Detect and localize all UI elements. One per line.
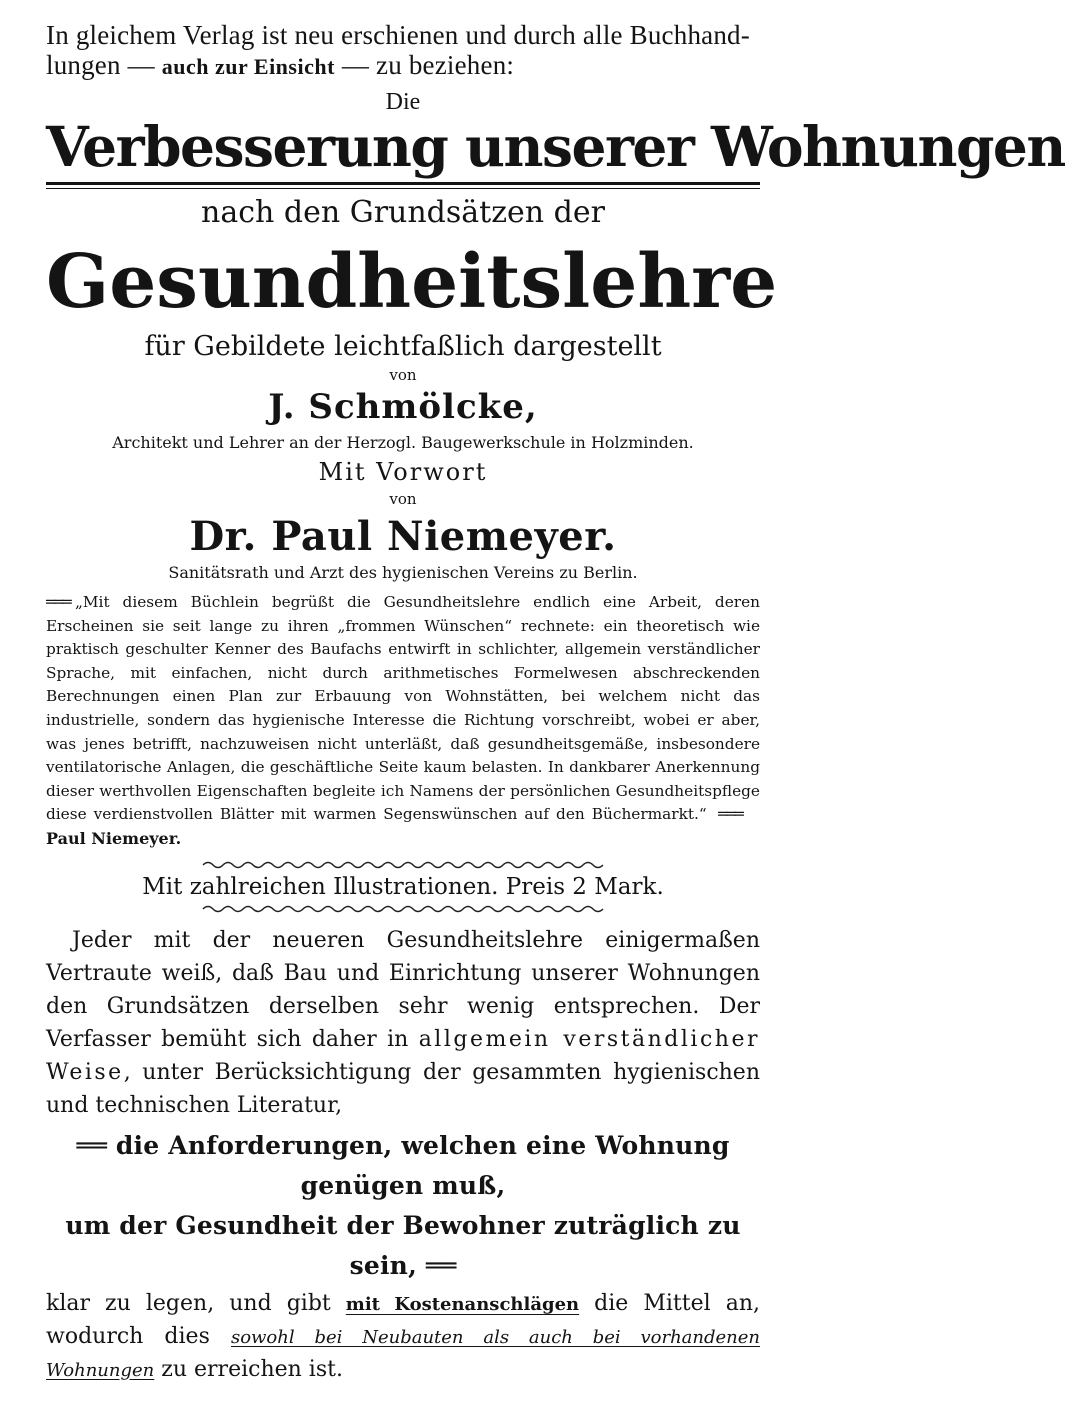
closing-part-e: zu erreichen ist. <box>154 1356 343 1382</box>
quote-lead-rule: ═══ <box>46 593 75 611</box>
wave-ornament-top <box>203 860 603 870</box>
quote-text: „Mit diesem Büchlein begrüßt die Gesundheitslehre endlich eine Arbeit, deren Erscheinen sie seit lange zu ihren „frommen Wünschen“ rechnete: ein theoretisch wie praktisch geschulter Kenner des Baufachs entwirft in schlichter, allgemein verständlicher Sprache, mit einfachen, nicht durch arithmetisches Formelwesen abschreckenden Berechnungen einen Plan zur Erbauung von Wohnstätten, bei welchem nicht das industrielle, sondern das hygienische Interesse die Richtung vorschreibt, wobei er aber, was jenes betrifft, nachzuweisen nicht unterläßt, daß gesundheitsgemäße, insbesondere ventilatorische Anlagen, die geschäftliche Seite kaum belasten. In dankbarer Anerkennung dieser werthvollen Eigenschaften begleite ich Namens der persönlichen Gesundheitspflege diese verdienstvollen Blätter mit warmen Segenswünschen auf den Büchermarkt.“ <box>46 593 760 824</box>
requirements-line-1: die Anforderungen, welchen eine Wohnung genügen muß, <box>115 1130 730 1200</box>
closing-paragraph <box>46 1288 760 1387</box>
quote-trail-rule: ═══ <box>713 805 760 824</box>
audience-line: für Gebildete leichtfaßlich dargestellt <box>144 331 662 362</box>
requirements-lead-rule: ══ <box>76 1130 116 1160</box>
closing-cost-estimates: mit Kostenanschlägen <box>345 1293 580 1315</box>
illustrations-price: Mit zahlreichen Illustrationen. Preis 2 Mark. <box>142 873 664 900</box>
description-part-a: Jeder mit der neueren Gesundheitslehre einigermaßen Vertraute weiß, daß Bau und Einrichtung unserer Wohnungen den Grundsätzen derselben sehr wenig entsprechen. Der Verfasser bemüht sich daher in <box>46 927 760 1052</box>
closing-part-c: die Mittel an, wodurch dies <box>46 1290 760 1349</box>
description-paragraph <box>46 924 760 1122</box>
book-big-title: Gesundheitslehre <box>46 239 778 325</box>
requirements-line-2: um der Gesundheit der Bewohner zuträglich zu sein, <box>65 1210 741 1280</box>
intro-text <box>46 20 760 82</box>
article-die: Die <box>385 89 421 115</box>
closing-part-a: klar zu legen, und gibt <box>46 1290 346 1316</box>
title-subline: nach den Grundsätzen der <box>201 195 605 230</box>
von-label: von <box>389 366 417 384</box>
foreword-von-label: von <box>389 490 417 508</box>
foreword-author-role: Sanitätsrath und Arzt des hygienischen Vereins zu Berlin. <box>168 563 638 582</box>
intro-line-2-start: lungen — <box>46 50 162 80</box>
with-foreword-label: Mit Vorwort <box>318 458 488 486</box>
book-main-title: Verbesserung unserer Wohnungen <box>46 114 1065 179</box>
title-rule-thick <box>46 182 760 185</box>
description-spaced: allgemein verständlicher Weise <box>46 1026 760 1085</box>
quote-signature: Paul Niemeyer. <box>46 828 182 848</box>
foreword-quote <box>46 591 760 852</box>
author-role: Architekt und Lehrer an der Herzogl. Baugewerkschule in Holzminden. <box>112 433 694 452</box>
intro-line-2-end: — zu beziehen: <box>334 50 515 80</box>
author-name: J. Schmölcke, <box>268 387 538 427</box>
description-part-b: , unter Berücksichtigung der gesammten hygienischen und technischen Literatur, <box>46 1059 760 1118</box>
intro-line-1: In gleichem Verlag ist neu erschienen und durch alle Buchhand- <box>46 20 750 50</box>
title-rule-thin <box>46 188 760 189</box>
wave-ornament-bottom <box>203 904 603 914</box>
intro-emphasis: auch zur Einsicht <box>161 54 335 79</box>
closing-new-and-existing: sowohl bei Neubauten als auch bei vorhandenen Wohnungen <box>46 1326 760 1381</box>
foreword-author: Dr. Paul Niemeyer. <box>189 513 617 560</box>
requirements-block <box>46 1126 760 1286</box>
requirements-trail-rule: ══ <box>416 1250 457 1280</box>
